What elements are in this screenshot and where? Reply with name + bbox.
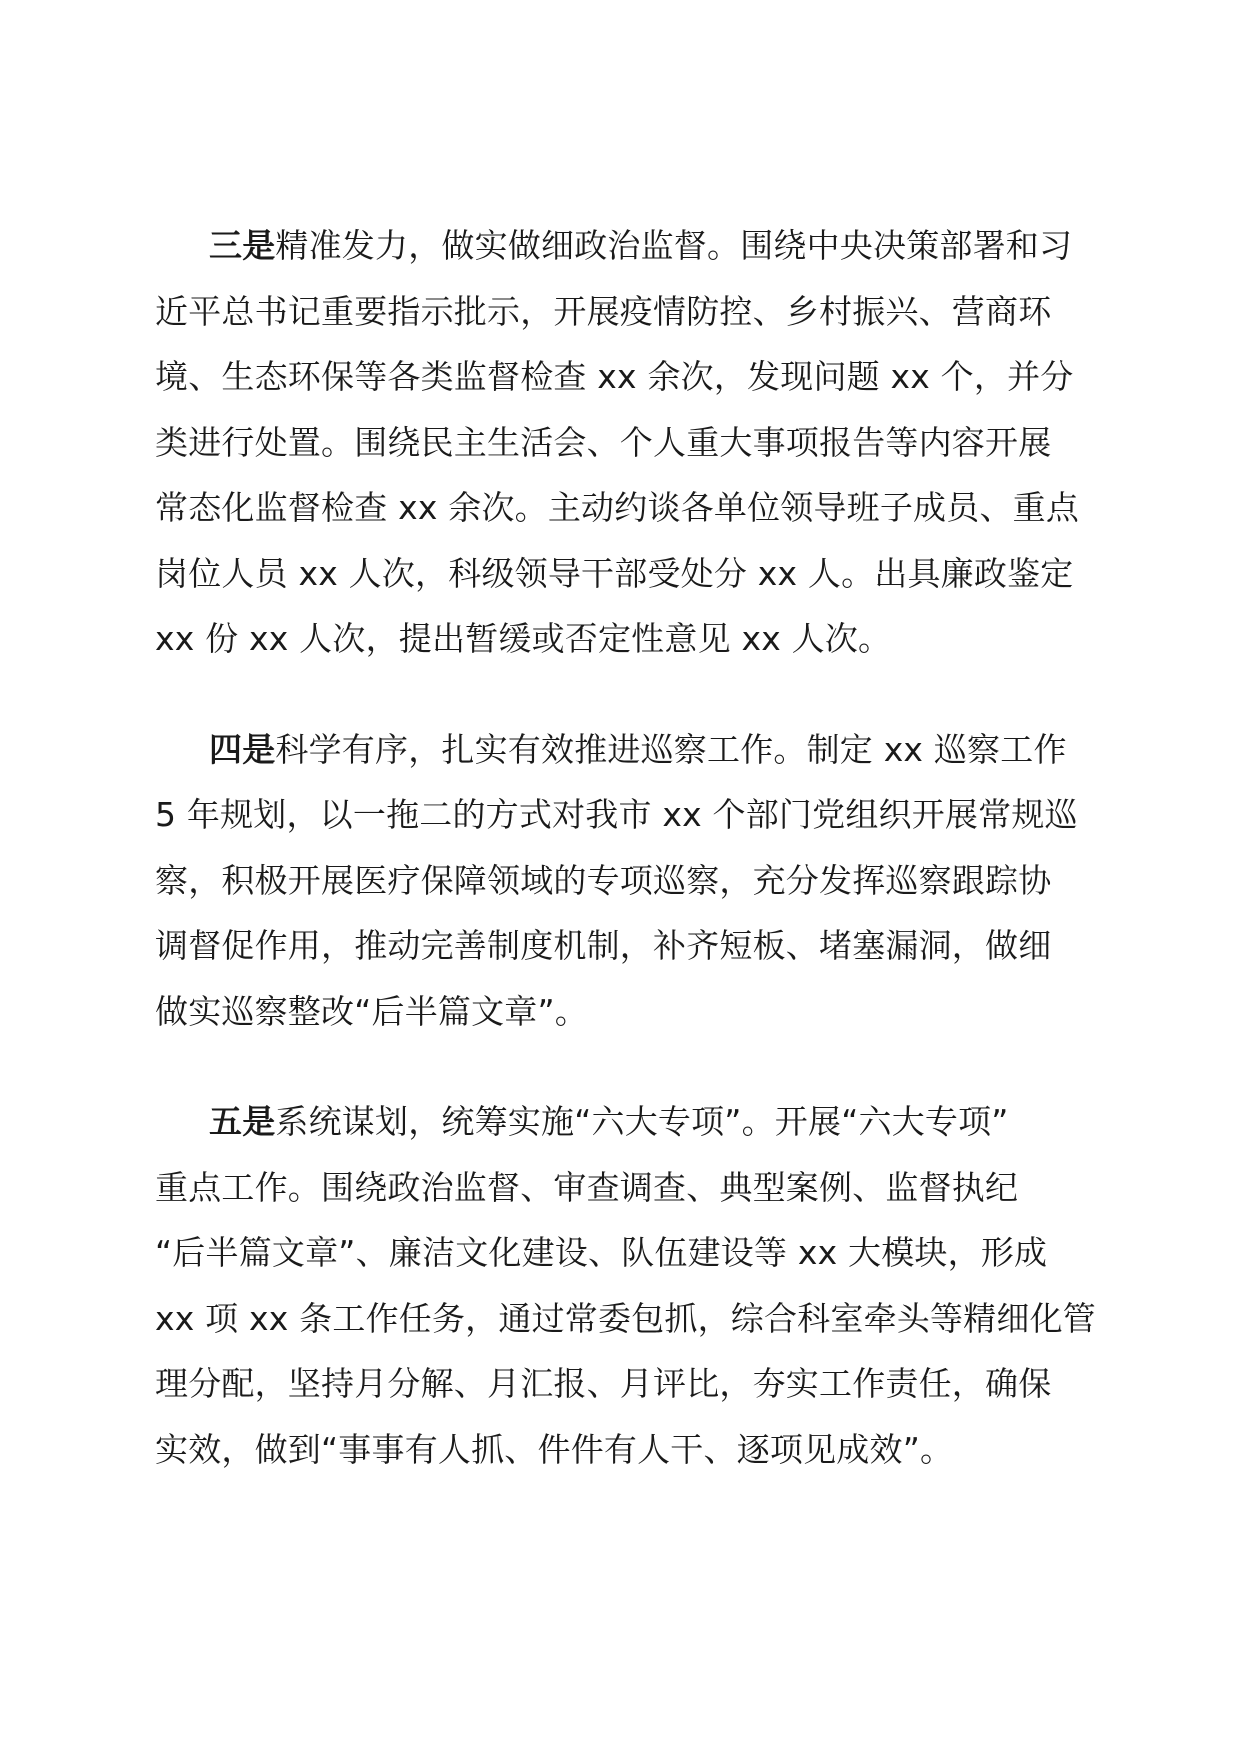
paragraph-line: 5 年规划，以一拖二的方式对我市 xx 个部门党组织开展常规巡 [155,795,1078,834]
paragraph-line [155,1089,1095,1155]
paragraph-line: “后半篇文章”、廉洁文化建设、队伍建设等 xx 大模块，形成 [155,1233,1048,1272]
paragraph-three [155,213,1095,672]
paragraph-text: 科学有序，扎实有效推进巡察工作。制定 xx 巡察工作 [275,729,1067,769]
paragraph-five [155,1089,1095,1482]
paragraph-line: 重点工作。围绕政治监督、审查调查、典型案例、监督执纪 [155,1167,1019,1207]
paragraph-lead: 三是 [209,226,276,265]
paragraph-line: 做实巡察整改“后半篇文章”。 [155,991,588,1031]
paragraph-line [155,213,1095,279]
paragraph-line: 实效，做到“事事有人抓、件件有人干、逐项见成效”。 [155,1429,954,1469]
document-body [155,213,1095,1527]
paragraph-line: 境、生态环保等各类监督检查 xx 余次，发现问题 xx 个，并分 [155,357,1074,396]
paragraph-line: xx 项 xx 条工作任务，通过常委包抓，综合科室牵头等精细化管 [155,1298,1096,1338]
paragraph-line: xx 份 xx 人次，提出暂缓或否定性意见 xx 人次。 [155,619,892,658]
paragraph-text: 系统谋划，统筹实施“六大专项”。开展“六大专项” [275,1102,1009,1141]
paragraph-lead: 五是 [209,1102,276,1141]
paragraph-line: 类进行处置。围绕民主生活会、个人重大事项报告等内容开展 [155,422,1052,462]
paragraph-line: 岗位人员 xx 人次，科级领导干部受处分 xx 人。出具廉政鉴定 [155,553,1074,593]
paragraph-text: 精准发力，做实做细政治监督。围绕中央决策部署和习 [275,226,1073,265]
paragraph-line: 察，积极开展医疗保障领域的专项巡察，充分发挥巡察跟踪协 [155,860,1052,900]
paragraph-line [155,717,1095,783]
paragraph-line: 调督促作用，推动完善制度机制，补齐短板、堵塞漏洞，做细 [155,926,1052,965]
paragraph-line: 常态化监督检查 xx 余次。主动约谈各单位领导班子成员、重点 [155,488,1080,527]
paragraph-line: 理分配，坚持月分解、月汇报、月评比，夯实工作责任，确保 [155,1364,1052,1403]
paragraph-four [155,717,1095,1045]
paragraph-line: 近平总书记重要指示批示，开展疫情防控、乡村振兴、营商环 [155,291,1052,331]
paragraph-lead: 四是 [209,729,276,769]
